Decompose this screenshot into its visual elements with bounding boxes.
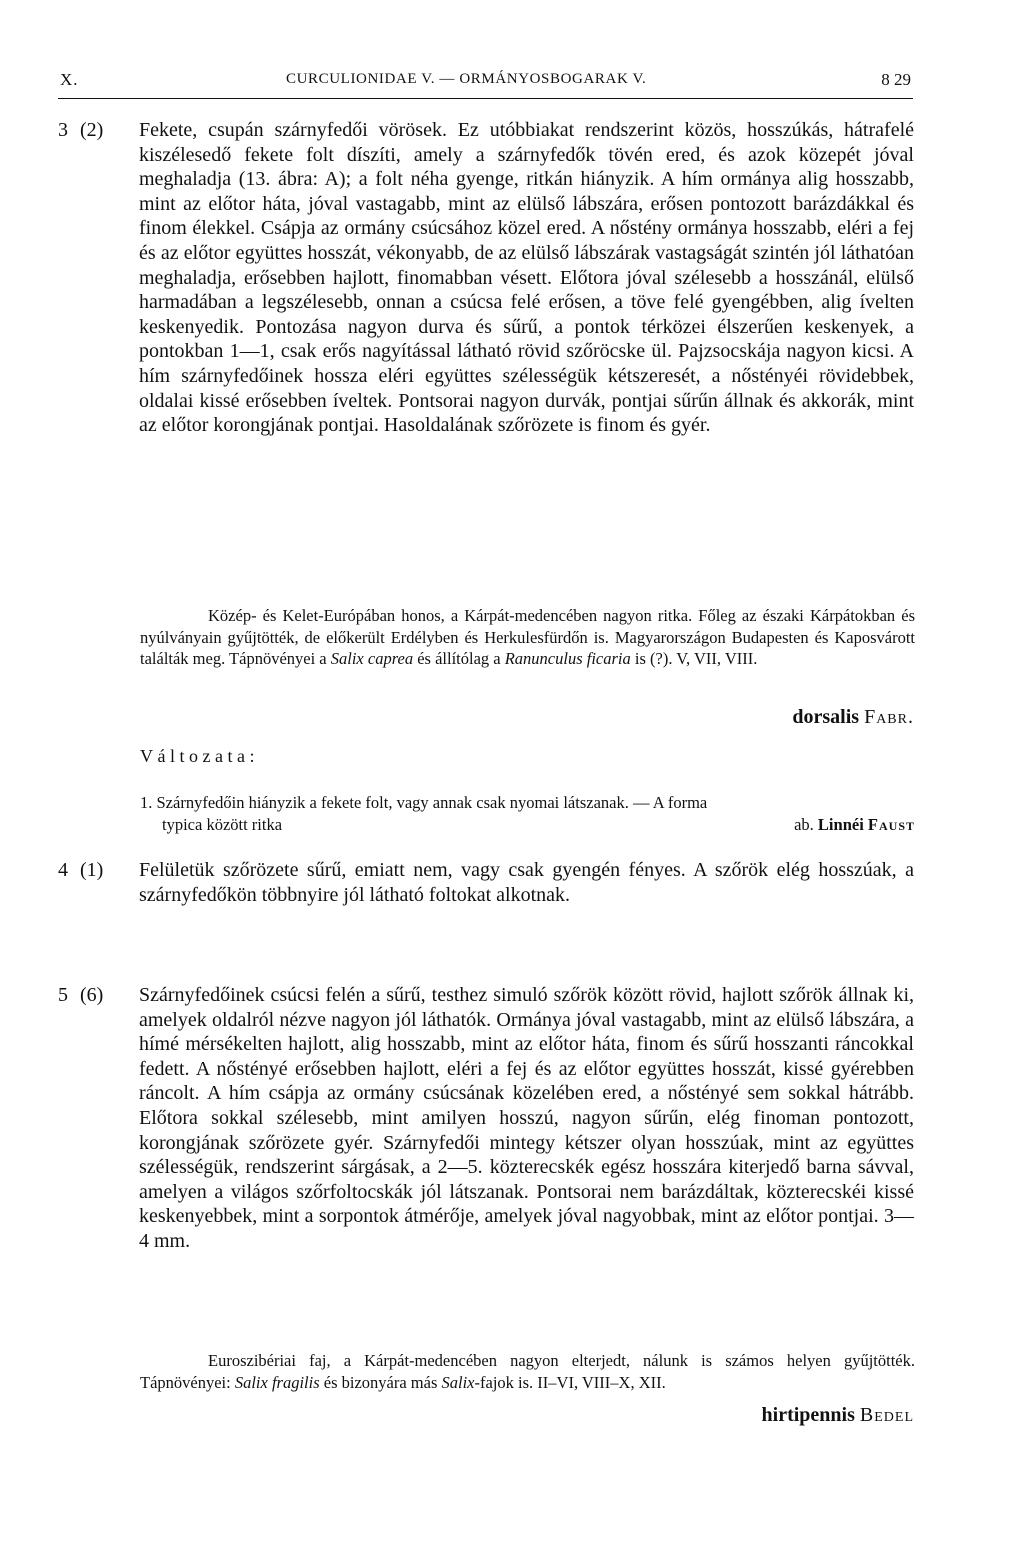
variety-line: 1. Szárnyfedőin hiányzik a fekete folt, vagy annak csak nyomai látszanak. — A forma <box>140 793 708 812</box>
entry-number: 4 <box>58 859 68 881</box>
note-text: és bizonyára más <box>319 1372 442 1392</box>
plant-name: Salix <box>441 1372 475 1392</box>
variety-list <box>140 792 915 836</box>
entry-number: 5 <box>58 984 68 1006</box>
distribution-note <box>140 605 915 670</box>
note-text: is (?). V, VII, VIII. <box>630 649 758 668</box>
plant-name: Salix fragilis <box>234 1372 320 1392</box>
note-text: -fajok is. II–VI, VIII–X, XII. <box>474 1372 666 1392</box>
entry-number: 3 <box>58 119 68 141</box>
variety-heading: Változata: <box>140 746 259 766</box>
entry-text: Fekete, csupán szárnyfedői vörösek. Ez utóbbiakat rendszerint közös, hosszúkás, hátrafelé kiszélesedő fekete folt díszíti, amely a szárnyfedők tövén ered, és azok közepét jóval meghaladja (13. ábra: A); a folt néha gyenge, ritkán hiányzik. A hím ormánya alig hosszabb, mint az előtor háta, jóval vastagabb, mint az elülső lábszára, erősen pontozott barázdákkal és finom élekkel. Csápja az ormány csúcsához közel ered. A nőstény ormánya hosszabb, eléri a fej és az előtor együttes hosszát, vékonyabb, de az elülső lábszárak vastagságát szintén jól láthatóan meghaladja, erősebben hajlott, finomabban vésett. Előtora jóval szélesebb a hosszánál, elülső harmadában a legszélesebb, onnan a csúcsa felé erősen, a töve felé gyengébben, alig ívelten keskenyedik. Pontozása nagyon durva és sűrű, a pontok térközei élszerűen keskenyek, a pontokban 1—1, csak erős nagyítással látható rövid szőröcske ül. Pajzsocskája nagyon kicsi. A hím szárnyfedőinek hossza eléri együttes szélességük kétszeresét, a nőstényéi rövidebbek, oldalai kissé erősebben íveltek. Pontsorai nagyon durvák, pontjai sűrűn állnak és akkorák, mint az előtor korongjának pontjai. Hasoldalának szőrözete is finom és gyér. <box>139 119 914 437</box>
species-epithet: dorsalis <box>792 706 860 728</box>
note-text: Euroszibériai faj, a Kárpát-medencében nagyon elterjedt, nálunk is számos helyen gyűjtötték. Tápnövényei: <box>140 1351 915 1392</box>
plant-name: Salix caprea <box>330 649 414 668</box>
aberration-epithet: Linnéi <box>817 815 864 834</box>
running-title: CURCULIONIDAE V. — ORMÁNYOSBOGARAK V. <box>286 71 647 87</box>
species-name <box>762 1404 914 1427</box>
plant-name: Ranunculus ficaria <box>504 649 631 668</box>
entry-text: Szárnyfedőinek csúcsi felén a sűrű, testhez simuló szőrök között rövid, hajlott szőrök állnak ki, amelyek oldalról nézve nagyon jól láthatók. Ormánya jóval vastagabb, mint az elülső lábszára, a hímé mérsékelten hajlott, alig hosszabb, mint az előtor háta, finom és sűrű hosszanti ráncokkal fedett. A nőstényé erősebben hajlott, eléri a fej és az előtor együttes hosszát, kissé gyérebben ráncolt. A hím csápja az ormány csúcsának közelében ered, a nőstényé sem sokkal hátrább. Előtora sokkal szélesebb, mint amilyen hosszú, nagyon sűrűn, elég finoman pontozott, korongjának szőrözete gyér. Szárnyfedői mintegy kétszer olyan hosszúak, mint az együttes szélességük, rendszerint sárgásak, a 2—5. közterecskék egész hosszára kiterjedő barna sávval, amelyen a világos szőrfoltocskák jól látszanak. Pontsorai nem barázdáltak, közterecskéi kissé keskenyebbek, mint a sorpontok átmérője, amelyek jóval nagyobbak, mint az előtor pontjai. 3—4 mm. <box>139 984 914 1252</box>
species-author: Fabr. <box>864 706 914 728</box>
aberration-name <box>794 814 915 836</box>
aberration-author: Faust <box>867 815 915 834</box>
species-epithet: hirtipennis <box>761 1404 855 1426</box>
note-text: és állítólag a <box>413 649 505 668</box>
entry-back-reference: (1) <box>80 859 104 881</box>
species-author: Bedel <box>859 1404 914 1426</box>
note-text: Közép- és Kelet-Európában honos, a Kárpát-medencében nagyon ritka. Főleg az északi Kárpátokban és nyúlványain gyűjtötték, de előkerült Erdélyben és Herkulesfürdőn is. Magyarországon Budapesten és Kaposvárott találták meg. Tápnövényei a <box>140 606 915 668</box>
running-header <box>58 68 913 99</box>
entry-back-reference: (6) <box>80 984 104 1006</box>
aberration-prefix: ab. <box>794 815 818 834</box>
species-name <box>792 706 914 729</box>
chapter-number: X. <box>60 70 79 89</box>
entry-text: Felületük szőrözete sűrű, emiatt nem, vagy csak gyengén fényes. A szőrök elég hosszúak, a szárnyfedőkön többnyire jól látható foltokat alkotnak. <box>139 859 914 906</box>
entry-back-reference: (2) <box>80 119 104 141</box>
distribution-note <box>140 1350 915 1393</box>
variety-line <box>140 814 915 836</box>
variety-note: typica között ritka <box>162 815 283 834</box>
page-number: 8 29 <box>881 70 911 89</box>
